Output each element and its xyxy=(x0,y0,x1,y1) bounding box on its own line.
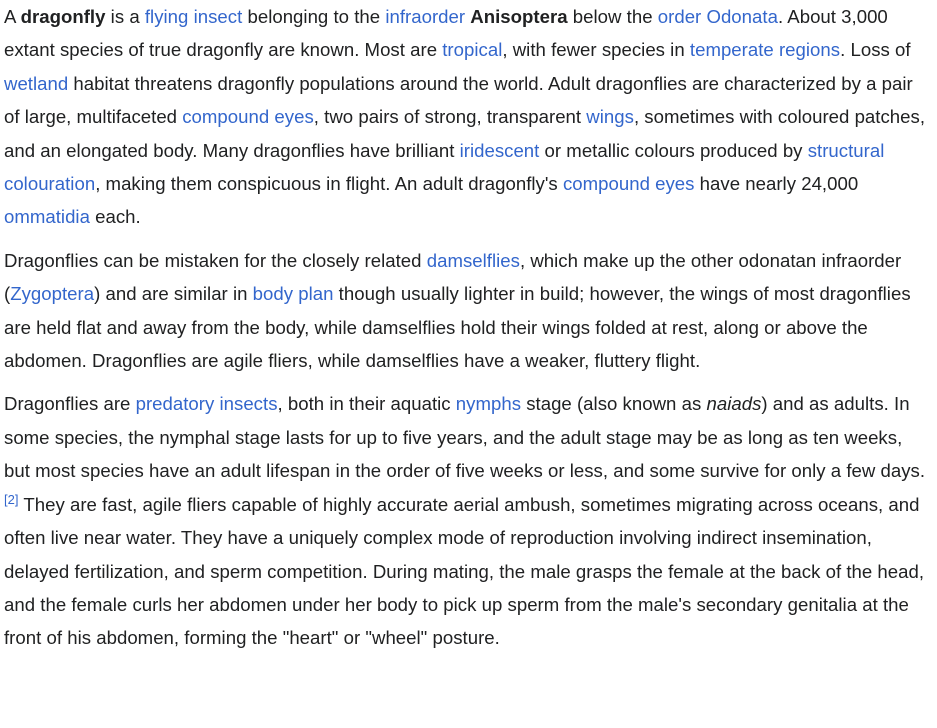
text: though usually lighter in build; however, the wings of most dragonflies are held flat and away from the body, while damselflies hold their wings folded at rest, along or above the abdomen. Dragonflies are agile fliers, while damselflies have a weaker, fluttery flight. xyxy=(4,283,911,372)
link-temperate-regions[interactable]: temperate regions xyxy=(689,39,841,61)
text: have nearly 24,000 xyxy=(694,173,859,195)
text: , two pairs of strong, transparent xyxy=(313,106,587,128)
text: Dragonflies can be mistaken for the closely related xyxy=(4,249,427,271)
link-order-odonata[interactable]: order Odonata xyxy=(657,6,778,27)
reference-sup xyxy=(4,492,19,507)
term-dragonfly: dragonfly xyxy=(20,6,106,27)
link-structural-colouration[interactable]: structural colouration xyxy=(4,139,885,195)
text: . About 3,000 extant species of true dragonfly are known. Most are xyxy=(4,6,888,61)
link-zygoptera[interactable]: Zygoptera xyxy=(10,283,95,305)
text: They are fast, agile fliers capable of highly accurate aerial ambush, sometimes migrating across oceans, and often live near water. They have a uniquely complex mode of reproduction involving indirect insemination, delayed fertilization, and sperm competition. During mating, the male grasps the female at the back of the head, and the female curls her abdomen under her body to pick up sperm from the male's secondary genitalia at the front of his abdomen, forming the "heart" or "wheel" posture. xyxy=(4,493,925,649)
text: below the xyxy=(567,6,658,27)
paragraph-predatory xyxy=(4,387,931,654)
reference-link-2[interactable]: [2] xyxy=(4,491,19,507)
link-compound-eyes-2[interactable]: compound eyes xyxy=(562,173,695,195)
link-flying-insect[interactable]: flying insect xyxy=(144,6,243,27)
link-damselflies[interactable]: damselflies xyxy=(426,249,520,271)
link-predatory-insects[interactable]: predatory insects xyxy=(135,393,278,415)
text: ) and as adults. In some species, the nymphal stage lasts for up to five years, and the adult stage may be as long as ten weeks, but most species have an adult lifespan in the order of five weeks or less, and some survive for only a few days. xyxy=(4,393,926,482)
paragraph-intro xyxy=(4,0,931,234)
text: stage (also known as xyxy=(521,393,707,415)
link-tropical[interactable]: tropical xyxy=(442,39,503,61)
text: each. xyxy=(89,206,141,228)
text: is a xyxy=(105,6,145,27)
link-wings[interactable]: wings xyxy=(586,106,634,128)
link-wetland[interactable]: wetland xyxy=(4,72,69,94)
text: , both in their aquatic xyxy=(277,393,456,415)
text: , with fewer species in xyxy=(502,39,690,61)
text: . Loss of xyxy=(840,39,911,61)
link-compound-eyes[interactable]: compound eyes xyxy=(182,106,314,128)
paragraph-damselflies xyxy=(4,244,931,378)
text: , making them conspicuous in flight. An adult dragonfly's xyxy=(95,173,563,195)
text: , which make up the other odonatan infraorder ( xyxy=(4,249,902,305)
link-nymphs[interactable]: nymphs xyxy=(455,393,522,415)
text: habitat threatens dragonfly populations around the world. Adult dragonflies are characterized by a pair of large, multifaceted xyxy=(4,72,913,128)
term-naiads: naiads xyxy=(706,393,762,415)
text: ) and are similar in xyxy=(94,283,253,305)
link-infraorder[interactable]: infraorder xyxy=(385,6,466,27)
link-ommatidia[interactable]: ommatidia xyxy=(4,206,90,228)
link-body-plan[interactable]: body plan xyxy=(252,283,334,305)
text: belonging to the xyxy=(242,6,386,27)
text: Dragonflies are xyxy=(4,393,136,415)
text: or metallic colours produced by xyxy=(539,139,808,161)
term-anisoptera: Anisoptera xyxy=(470,6,568,27)
text: A xyxy=(4,6,21,27)
link-iridescent[interactable]: iridescent xyxy=(459,139,540,161)
text: , sometimes with coloured patches, and an elongated body. Many dragonflies have brilliant xyxy=(4,106,926,161)
